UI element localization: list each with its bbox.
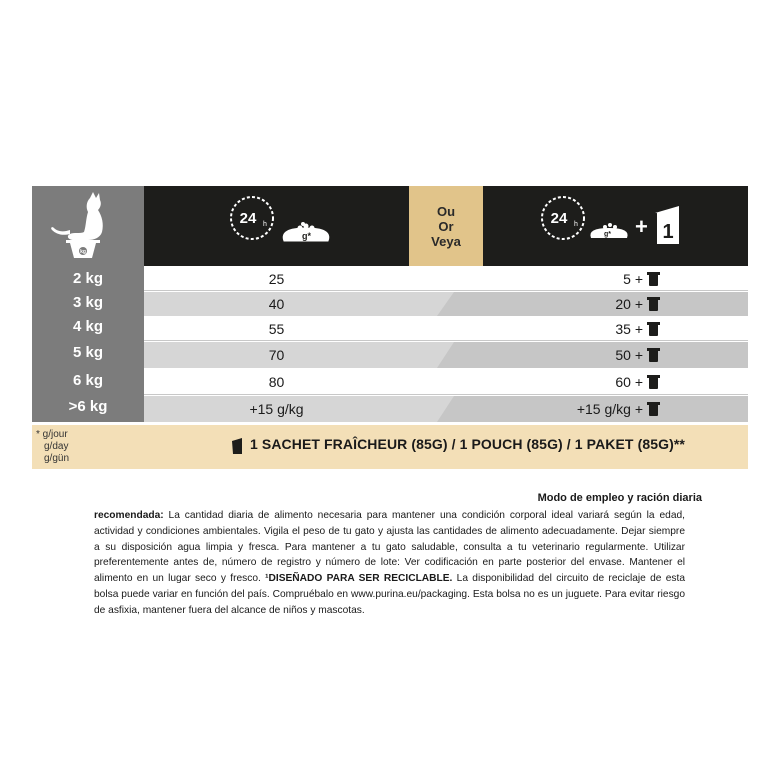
mixed-amount	[458, 292, 658, 316]
table-row	[144, 292, 748, 316]
table-row	[144, 317, 748, 341]
mixed-amount	[458, 342, 658, 368]
table-row	[144, 396, 748, 422]
usage-lead: recomendada:	[94, 510, 164, 521]
pouch-count: 1	[662, 221, 674, 243]
weight-label: 6 kg	[72, 372, 103, 389]
dry-amount: +15 g/kg	[249, 401, 304, 417]
mixed-amount-value: 50 +	[615, 347, 643, 363]
mixed-amount	[458, 267, 658, 291]
dry-amount: 25	[268, 271, 285, 287]
pouch-icon	[649, 402, 658, 416]
mixed-amount	[458, 396, 658, 422]
unit-label: g/gün	[44, 453, 70, 464]
mixed-amount	[458, 317, 658, 341]
plus-sign: +	[635, 214, 648, 239]
mixed-amount-value: 5 +	[623, 271, 643, 287]
table-row	[144, 369, 748, 395]
unit-label: * g/jour	[36, 429, 68, 440]
pouch-icon	[232, 438, 242, 454]
time-badge-sub: h	[263, 221, 267, 228]
clock-bowl-icon	[144, 186, 409, 266]
usage-title: Modo de empleo y ración diaria	[537, 492, 702, 504]
unit-label: g/day	[44, 441, 69, 452]
recyclable-note: ¹DISEÑADO PARA SER RECICLABLE.	[265, 573, 453, 585]
grams-label: g*	[604, 231, 611, 238]
time-badge-sub: h	[574, 221, 578, 228]
pouch-icon	[649, 272, 658, 286]
pouch-icon	[649, 297, 658, 311]
dry-amount: 40	[268, 296, 285, 312]
table-row	[144, 267, 748, 291]
mixed-amount	[458, 369, 658, 395]
pouch-icon	[649, 348, 658, 362]
table-row	[144, 342, 748, 368]
usage-text: La cantidad diaria de alimento necesaria para mantener una condición corporal ideal variará según la edad, actividad y condiciones ambientales. Vigila el peso de tu gato y ajusta las cantidades de alimento adecuadamente. Dejar siempre a su disposición agua limpia y fresca. Para mantener a tu gato saludable, consulta a tu veterinario regularmente. Utilizar preferentemente antes de, número de registro y número de lote: Ver codificación en parte posterior del envase. Mantener el alimento en un lugar seco y fresco.	[94, 510, 685, 585]
time-badge-label: 24	[550, 210, 568, 227]
mixed-amount-value: 35 +	[615, 321, 643, 337]
dry-amount: 55	[268, 321, 285, 337]
clock-bowl-pouch-icon	[483, 186, 748, 266]
grams-label: g*	[302, 231, 311, 241]
sachet-text: 1 SACHET FRAÎCHEUR (85G) / 1 POUCH (85G) / 1 PAKET (85G)**	[250, 436, 685, 452]
cat-on-scale-icon	[44, 190, 116, 260]
dry-amount: 70	[268, 347, 285, 363]
dry-amount: 80	[268, 374, 285, 390]
dry-food-header	[144, 186, 409, 266]
pouch-icon	[649, 322, 658, 336]
mixed-amount-value: 20 +	[615, 296, 643, 312]
mixed-amount-value: +15 g/kg +	[576, 401, 643, 417]
or-line: Or	[438, 218, 454, 234]
weight-label: 3 kg	[72, 294, 103, 311]
or-line: Ou	[436, 203, 456, 219]
svg-text:kg: kg	[80, 249, 86, 255]
pouch-icon	[649, 375, 658, 389]
usage-body	[94, 508, 685, 619]
time-badge-label: 24	[239, 210, 257, 227]
mixed-feeding-header	[483, 186, 748, 266]
weight-label: 4 kg	[72, 318, 103, 335]
weight-label: >6 kg	[68, 398, 108, 415]
or-line: Veya	[431, 233, 461, 249]
mixed-amount-value: 60 +	[615, 374, 643, 390]
weight-label: 5 kg	[72, 344, 103, 361]
or-separator	[409, 186, 483, 266]
usage-text-2: La disponibilidad del circuito de reciclaje de esta bolsa puede variar en función del país. Compruébalo en www.purina.eu/packaging. Esta bolsa no es un juguete. Para evitar riesgo de asfixia, mantener fuera del alcance de niños y mascotas.	[94, 573, 685, 616]
weight-label: 2 kg	[72, 270, 103, 287]
